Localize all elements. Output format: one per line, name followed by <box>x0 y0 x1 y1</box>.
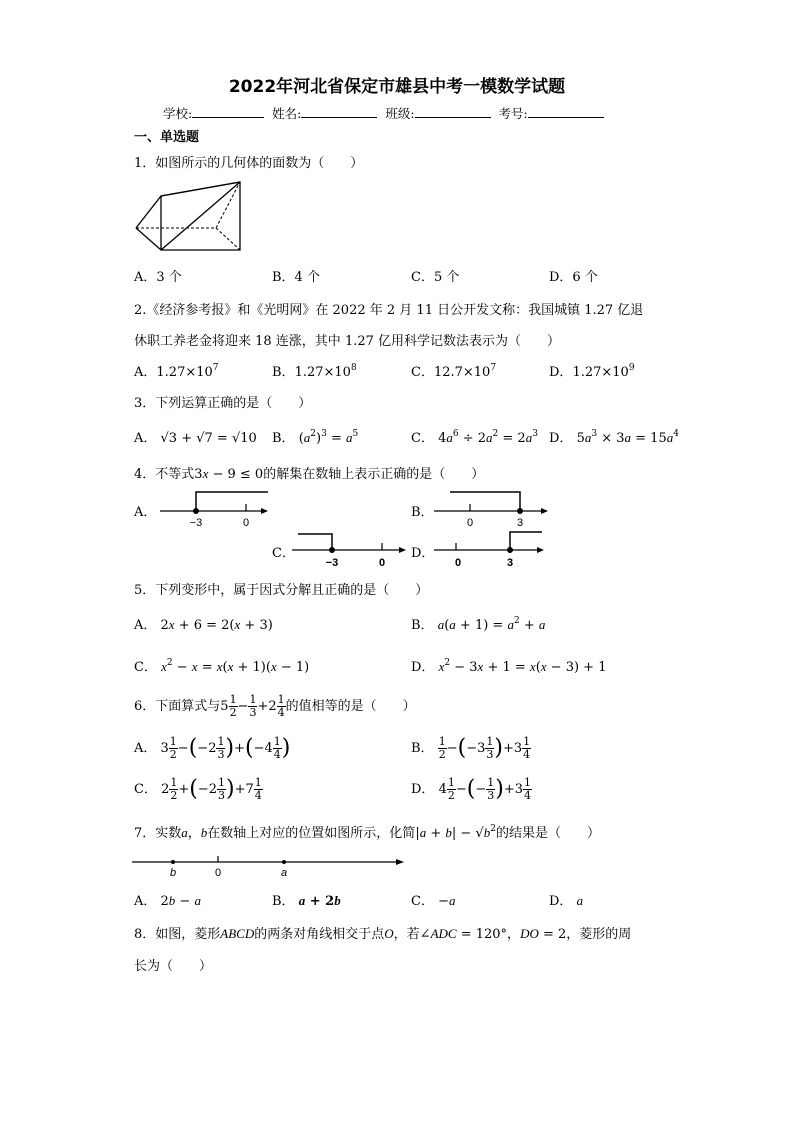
q2-stem-line1: 2.《经济参考报》和《光明网》在 2022 年 2 月 11 日公开发文称：我国城镇 1.27 亿退 <box>134 303 644 318</box>
section-heading: 一、单选题 <box>134 130 200 145</box>
q7-option-c[interactable]: C． −a <box>411 893 456 909</box>
axis-label-b: b <box>169 867 177 879</box>
axis-label-a: a <box>280 867 288 879</box>
q1-option-d[interactable]: D．6 个 <box>549 270 598 285</box>
q6-option-b[interactable]: B． $\frac{1}{2}$ −(−3 $\frac{1}{3}$ )+3 $\frac{1}{4}$ <box>411 735 531 761</box>
q1-option-b[interactable]: B．4 个 <box>272 270 320 285</box>
q3-option-d[interactable]: D． $5a^3 \times 3a = 15a^4$ <box>549 429 679 446</box>
tick-label: 0 <box>378 557 386 569</box>
q6-option-c[interactable]: C． 2 $\frac{1}{2}$ +(−2 $\frac{1}{3}$ )+7 $\frac{1}{4}$ <box>134 776 262 802</box>
q1-stem: 1．如图所示的几何体的面数为（ ） <box>134 156 364 171</box>
tick-label: −3 <box>325 557 339 569</box>
q4-stem: 4．不等式3x − 9 ≤ 0的解集在数轴上表示正确的是（ ） <box>134 466 485 482</box>
q5-option-b[interactable]: B． $a(a + 1) = a^2 + a$ <box>411 616 546 633</box>
tick-label: 0 <box>454 557 462 569</box>
q4-number-line-b <box>432 486 550 530</box>
q6-option-d[interactable]: D． 4 $\frac{1}{2}$ −(− $\frac{1}{3}$ )+3 $\frac{1}{4}$ <box>411 776 532 802</box>
q3-option-c[interactable]: C． $4a^6 \div 2a^2 = 2a^3$ <box>411 429 538 446</box>
number-blank <box>528 105 604 118</box>
q7-number-line <box>130 852 406 880</box>
q7-option-a[interactable]: A． 2b − a <box>134 893 201 909</box>
q5-option-d[interactable]: D． $x^2 - 3x + 1 = x(x - 3) + 1$ <box>411 658 607 675</box>
q2-stem-line2: 休职工养老金将迎来 18 连涨，其中 1.27 亿用科学记数法表示为（ ） <box>134 334 561 349</box>
q5-option-a[interactable]: A． 2x + 6 = 2(x + 3) <box>134 617 273 633</box>
q4-option-d-label[interactable]: D． <box>411 546 435 561</box>
tick-label: 3 <box>506 557 514 569</box>
q3-option-a[interactable]: A． √3 + √7 = √10 <box>134 431 257 446</box>
school-blank <box>192 105 264 118</box>
q7-stem: 7．实数a，b在数轴上对应的位置如图所示，化简$|a + b| - √b^2$的结果是（ ） <box>134 824 600 841</box>
q4-number-line-a <box>158 486 270 530</box>
q2-option-c[interactable]: C．$12.7\times 10^7$ <box>411 363 497 380</box>
q5-option-c[interactable]: C． $x^2 - x = x(x + 1)(x - 1)$ <box>134 658 310 675</box>
tick-label: 0 <box>466 517 474 529</box>
q3-option-b[interactable]: B． $(a^2)^3 = a^5$ <box>272 429 359 446</box>
q8-stem-line2: 长为（ ） <box>134 959 213 974</box>
q1-prism-figure <box>132 178 244 254</box>
name-blank <box>301 105 377 118</box>
q7-option-d[interactable]: D． a <box>549 893 584 909</box>
axis-label-zero: 0 <box>214 867 222 879</box>
q6-option-a[interactable]: A． 3 $\frac{1}{2}$ −(−2 $\frac{1}{3}$ )+(−4 $\frac{1}{4}$ ) <box>134 735 291 761</box>
tick-label: 0 <box>242 517 250 529</box>
q7-option-b[interactable]: B． a + 2b <box>272 893 341 909</box>
tick-label: 3 <box>516 517 524 529</box>
student-info: 学校: 姓名: 班级: 考号: <box>163 104 604 122</box>
q6-stem: 6．下面算式与5 $\frac{1}{2}$ − $\frac{1}{3}$ +2 $\frac{1}{4}$ 的值相等的是（ ） <box>134 693 416 719</box>
q3-stem: 3．下列运算正确的是（ ） <box>134 396 312 411</box>
q1-option-a[interactable]: A．3 个 <box>134 270 182 285</box>
class-blank <box>415 105 491 118</box>
q2-option-d[interactable]: D．$1.27\times 10^9$ <box>549 363 635 380</box>
q8-stem-line1: 8．如图，菱形ABCD的两条对角线相交于点O，若∠ADC = 120°，DO = 2，菱形的周 <box>134 926 632 942</box>
tick-label: −3 <box>189 517 203 529</box>
q1-option-c[interactable]: C．5 个 <box>411 270 460 285</box>
q4-option-c-label[interactable]: C． <box>272 546 295 561</box>
q2-option-a[interactable]: A．$1.27\times 10^7$ <box>134 363 219 380</box>
q4-number-line-c <box>290 528 408 572</box>
page-title: 2022年河北省保定市雄县中考一模数学试题 <box>228 77 566 97</box>
q4-number-line-d <box>432 528 550 572</box>
q5-stem: 5．下列变形中，属于因式分解且正确的是（ ） <box>134 583 429 598</box>
q2-option-b[interactable]: B．$1.27\times 10^8$ <box>272 363 357 380</box>
q4-option-b-label[interactable]: B． <box>411 505 434 520</box>
q4-option-a-label[interactable]: A． <box>134 505 157 520</box>
